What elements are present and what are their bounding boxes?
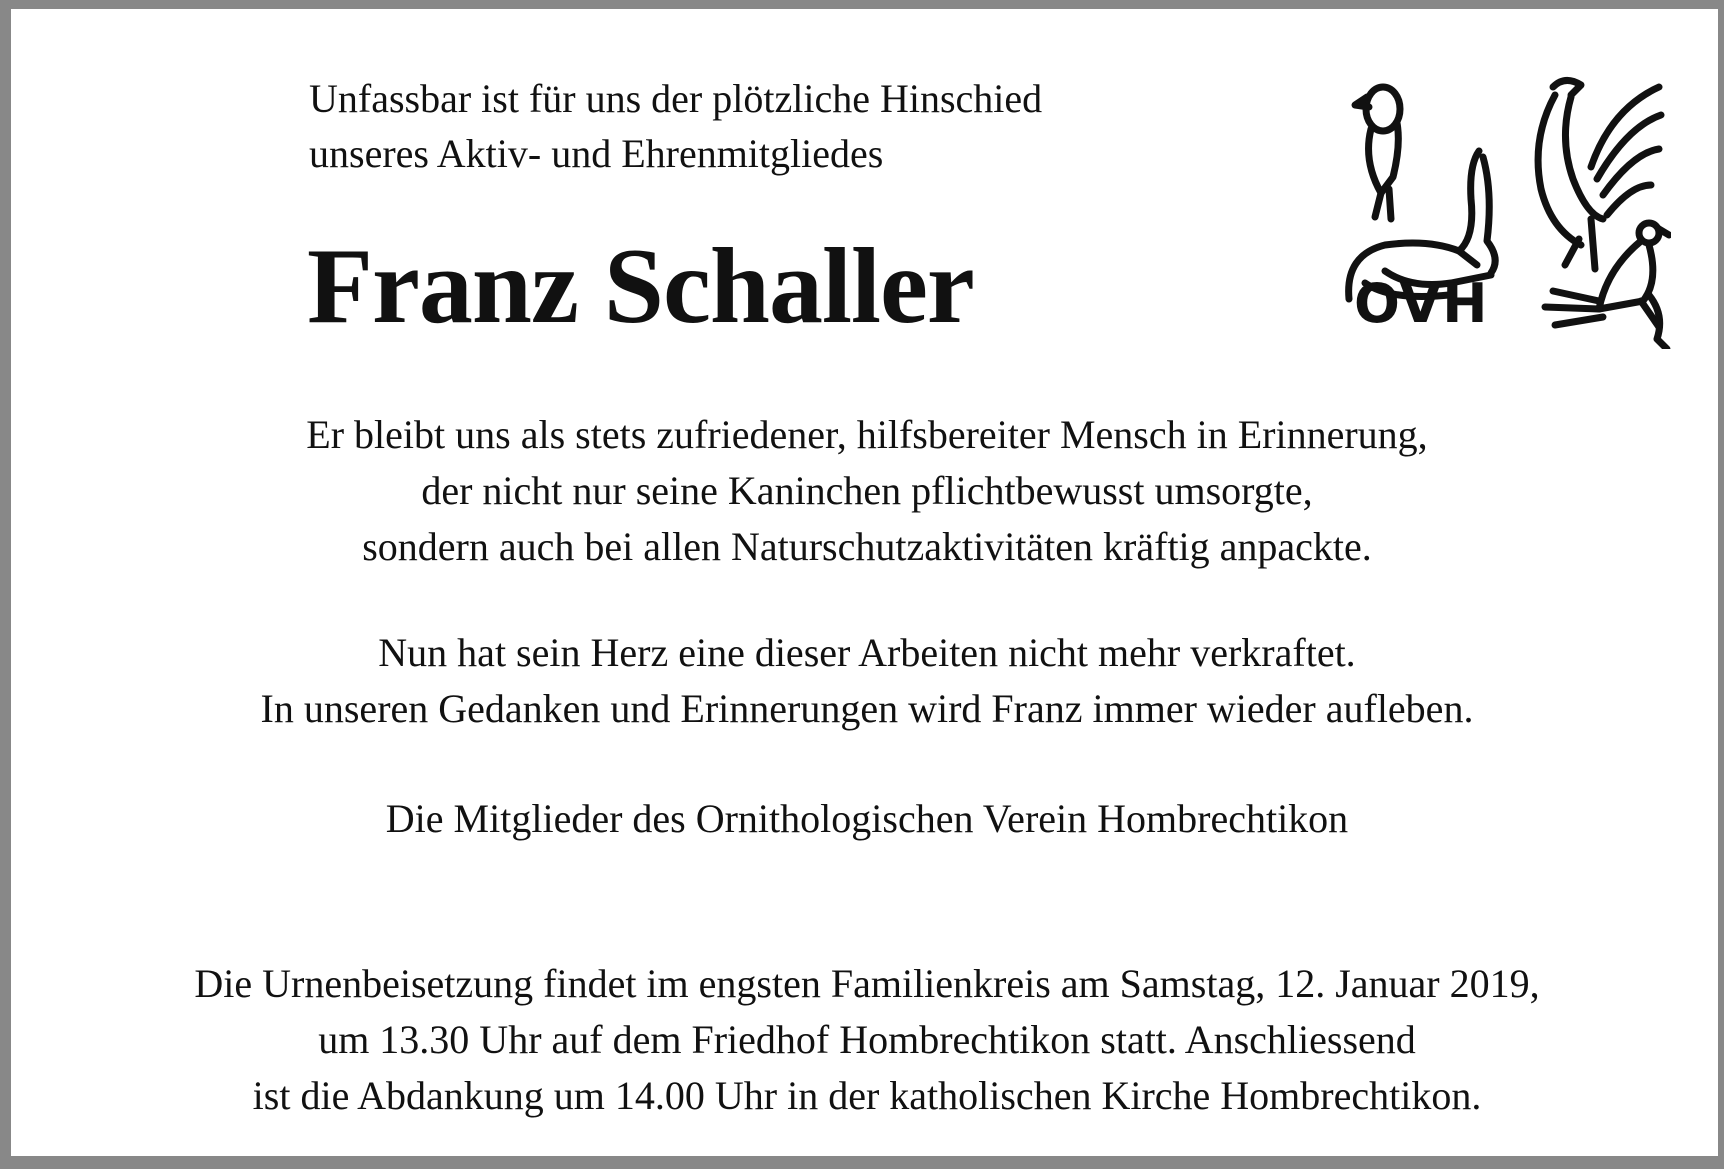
remembrance-paragraph — [22, 625, 1712, 737]
intro-line-1: Unfassbar ist für uns der plötzliche Hinschied — [309, 76, 1043, 121]
funeral-line-1: Die Urnenbeisetzung findet im engsten Familienkreis am Samstag, 12. Januar 2019, — [194, 961, 1540, 1006]
remembrance-line-1: Nun hat sein Herz eine dieser Arbeiten nicht mehr verkraftet. — [378, 630, 1356, 675]
intro-text — [309, 71, 1042, 181]
memorial-line-1: Er bleibt uns als stets zufriedener, hilfsbereiter Mensch in Erinnerung, — [306, 412, 1428, 457]
funeral-line-2: um 13.30 Uhr auf dem Friedhof Hombrechtikon statt. Anschliessend — [318, 1017, 1416, 1062]
signature — [22, 791, 1712, 847]
funeral-line-3: ist die Abdankung um 14.00 Uhr in der katholischen Kirche Hombrechtikon. — [252, 1073, 1482, 1118]
signature-line: Die Mitglieder des Ornithologischen Verein Hombrechtikon — [385, 796, 1349, 841]
memorial-line-2: der nicht nur seine Kaninchen pflichtbewusst umsorgte, — [421, 468, 1313, 513]
remembrance-line-2: In unseren Gedanken und Erinnerungen wird Franz immer wieder aufleben. — [260, 686, 1474, 731]
logo-text: OVH — [1354, 272, 1489, 335]
deceased-name: Franz Schaller — [307, 227, 974, 346]
bird-icon — [1355, 87, 1400, 219]
memorial-paragraph — [22, 407, 1712, 575]
pigeon-icon — [1545, 223, 1669, 349]
memorial-line-3: sondern auch bei allen Naturschutzaktivitäten kräftig anpackte. — [362, 524, 1372, 569]
funeral-details — [22, 956, 1712, 1124]
ovh-logo — [1341, 69, 1671, 349]
intro-line-2: unseres Aktiv- und Ehrenmitgliedes — [309, 131, 884, 176]
